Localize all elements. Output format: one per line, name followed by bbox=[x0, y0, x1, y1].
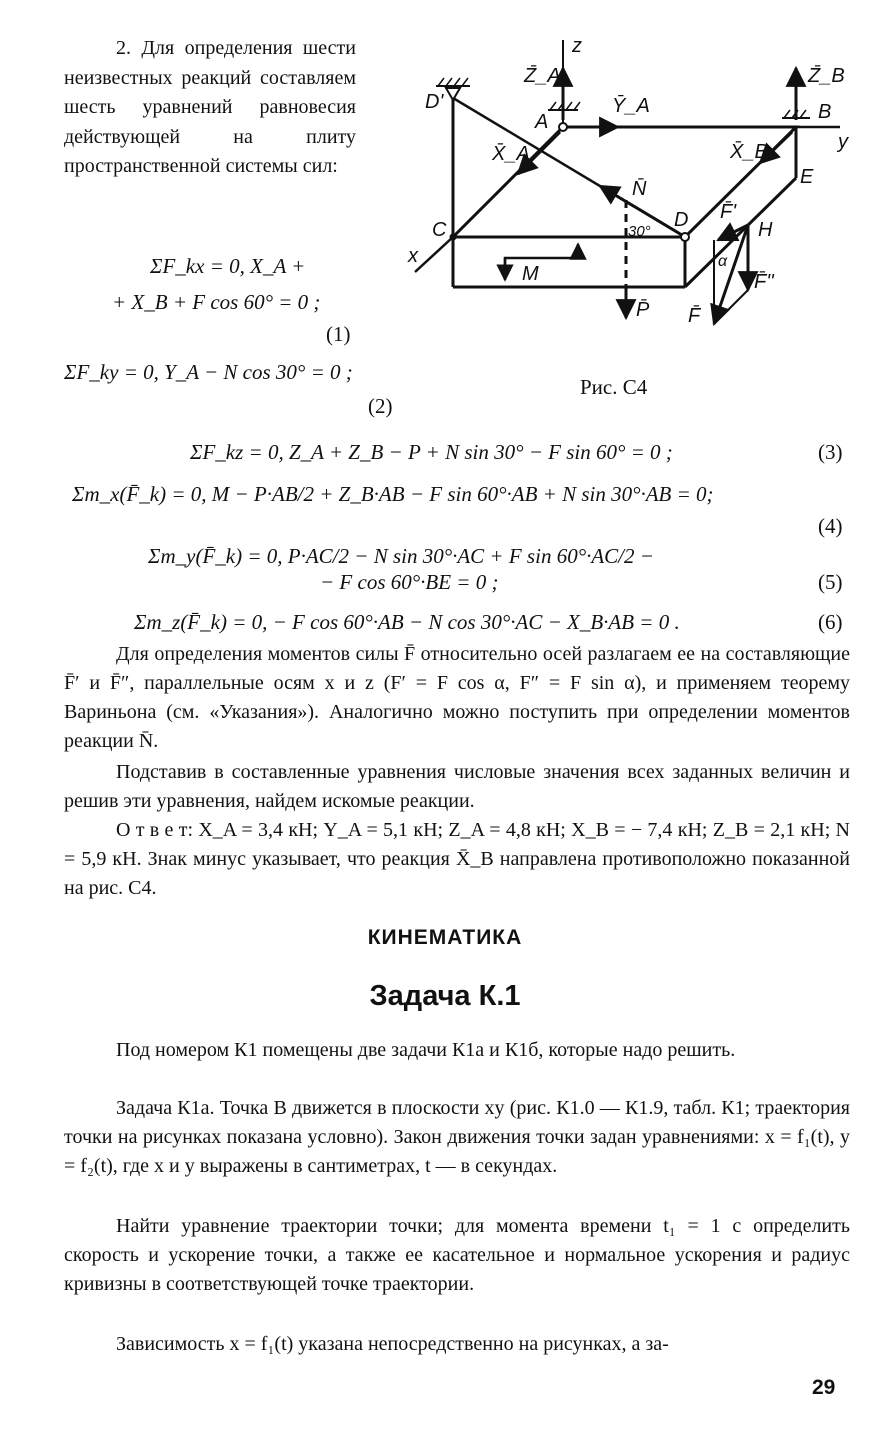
label-e: E bbox=[800, 166, 814, 188]
label-za: Z̄_A bbox=[524, 65, 561, 87]
paragraph-answer: О т в е т: X_A = 3,4 кН; Y_A = 5,1 кН; Z_A = 4,8 кН; X_B = − 7,4 кН; Z_B = 2,1 кН; N = 5,9 кН. Знак минус указывает, что реакция X̄_B направлена противоположно показанной на рис. С4. bbox=[64, 819, 850, 899]
page-number: 29 bbox=[812, 1376, 836, 1399]
paragraph-substitute: Подставив в составленные уравнения числовые значения всех заданных величин и решив эти уравнения, найдем искомые реакции. bbox=[64, 761, 850, 812]
intro-paragraph: 2. Для определения шести неизвестных реакций составляем шесть уравнений равновесия действующей на плиту пространственной системы сил: bbox=[64, 37, 356, 177]
label-f: F̄ bbox=[688, 305, 701, 327]
point-d bbox=[681, 233, 689, 241]
equation-3-number: (3) bbox=[818, 440, 843, 464]
equation-2-number: (2) bbox=[368, 394, 393, 418]
label-m: M bbox=[522, 263, 539, 285]
equation-4: Σm_x(F̄_k) = 0, M − P·AB/2 + Z_B·AB − F sin 60°·AB + N sin 30°·AB = 0; bbox=[72, 482, 714, 506]
label-alpha: α bbox=[718, 253, 728, 270]
label-h: H bbox=[758, 219, 773, 241]
label-angle-30: 30° bbox=[628, 223, 651, 240]
label-y: y bbox=[838, 131, 848, 153]
support-dprime bbox=[446, 88, 460, 100]
label-c: C bbox=[432, 219, 447, 241]
equation-2: ΣF_ky = 0, Y_A − N cos 30° = 0 ; bbox=[64, 360, 353, 384]
paragraph-k1-intro: Под номером К1 помещены две задачи К1а и К1б, которые надо решить. bbox=[116, 1039, 736, 1061]
equation-5-line-2: − F cos 60°·BE = 0 ; bbox=[320, 570, 499, 594]
label-b: B bbox=[818, 101, 832, 123]
equation-3: ΣF_kz = 0, Z_A + Z_B − P + N sin 30° − F sin 60° = 0 ; bbox=[190, 440, 673, 464]
equation-1-line-2: + X_B + F cos 60° = 0 ; bbox=[112, 290, 321, 314]
label-f-double-prime: F̄'' bbox=[754, 271, 774, 293]
paragraph-find: Найти уравнение траектории точки; для момента времени t₁ = 1 с определить скорость и ускорение точки, а также ее касательное и нормальное ускорения и радиус кривизны в соответствующей точке траектории. bbox=[64, 1215, 850, 1295]
moment-m bbox=[505, 244, 578, 278]
label-xb: X̄_B bbox=[730, 141, 768, 163]
paragraph-k1a: Задача К1а. Точка B движется в плоскости xy (рис. К1.0 — К1.9, табл. К1; траектория точки на рисунках показана условно). Закон движения точки задан уравнениями: x = f₁(t), y = f₂(t), где x и y выражены в сантиметрах, t — в секундах. bbox=[64, 1097, 850, 1177]
label-p: P̄ bbox=[636, 299, 650, 321]
x-axis bbox=[415, 237, 453, 272]
label-ya: Ȳ_A bbox=[612, 95, 650, 117]
label-x: x bbox=[408, 245, 418, 267]
label-xa: X̄_A bbox=[492, 143, 530, 165]
label-dprime: D' bbox=[425, 91, 444, 113]
label-d: D bbox=[674, 209, 689, 231]
label-z: z bbox=[572, 35, 582, 57]
paragraph-moments: Для определения моментов силы F̄ относительно осей разлагаем ее на составляющие F̄′ и F̄″, параллельные осям x и z (F′ = F cos α, F″ = F sin α), и применяем теорему Вариньона (см. «Указания»). Аналогично можно поступить при определении моментов реакции N̄. bbox=[64, 643, 850, 752]
label-n: N̄ bbox=[632, 178, 647, 200]
label-a: A bbox=[535, 111, 549, 133]
paragraph-dependence: Зависимость x = f₁(t) указана непосредственно на рисунках, а за- bbox=[116, 1333, 669, 1355]
equation-6-number: (6) bbox=[818, 610, 843, 634]
equation-4-number: (4) bbox=[818, 514, 843, 538]
figure-c4 bbox=[0, 0, 890, 420]
equation-6: Σm_z(F̄_k) = 0, − F cos 60°·AB − N cos 30°·AC − X_B·AB = 0 . bbox=[134, 610, 680, 634]
point-a bbox=[559, 123, 567, 131]
section-title: КИНЕМАТИКА bbox=[367, 926, 523, 949]
task-title: Задача К.1 bbox=[369, 980, 521, 1012]
label-f-prime: F̄' bbox=[720, 201, 737, 223]
equation-5-line-1: Σm_y(F̄_k) = 0, P·AC/2 − N sin 30°·AC + F sin 60°·AC/2 − bbox=[148, 544, 654, 568]
plate-bottom-side bbox=[685, 178, 796, 287]
label-zb: Z̄_B bbox=[808, 65, 845, 87]
equation-1-line-1: ΣF_kx = 0, X_A + bbox=[150, 254, 306, 278]
point-c bbox=[450, 234, 456, 240]
equation-5-number: (5) bbox=[818, 570, 843, 594]
equation-1-number: (1) bbox=[326, 322, 351, 346]
figure-caption: Рис. С4 bbox=[580, 375, 648, 399]
